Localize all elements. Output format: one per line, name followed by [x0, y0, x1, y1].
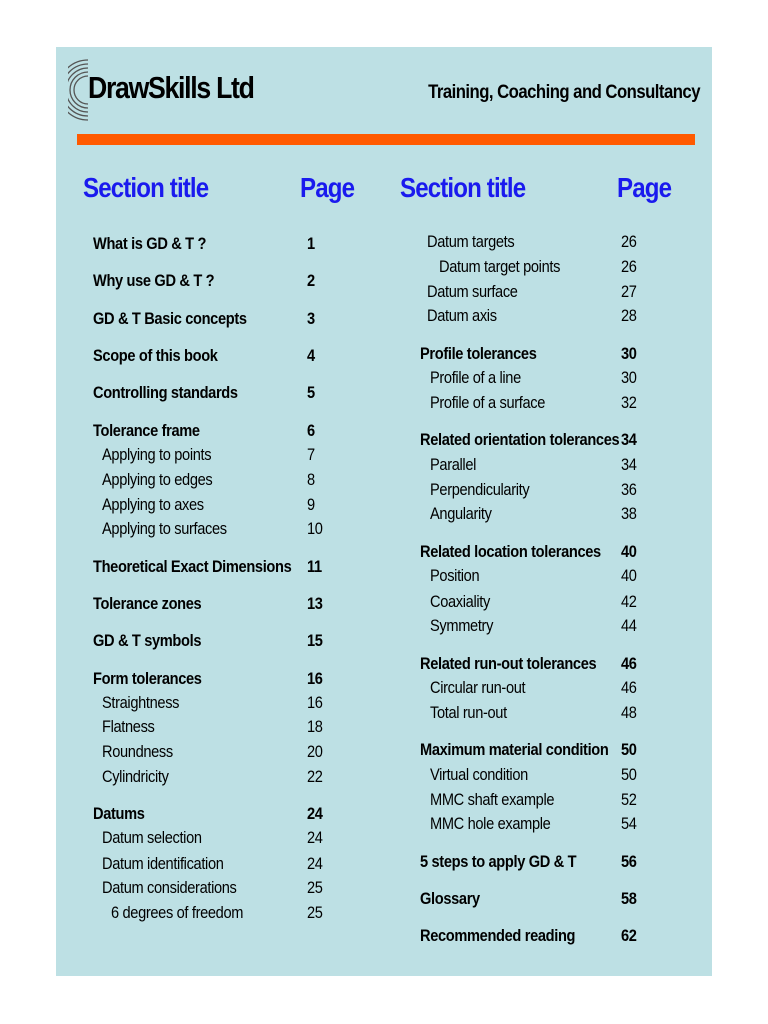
toc-entry-title: Datum selection	[102, 828, 202, 847]
toc-entry-page: 25	[307, 878, 323, 897]
toc-entry-title: Related orientation tolerances	[420, 430, 620, 449]
toc-entry-page: 30	[621, 368, 637, 387]
section-title-heading-left: Section title	[83, 172, 209, 203]
toc-entry-page: 7	[307, 445, 315, 464]
toc-entry-page: 46	[621, 654, 637, 673]
toc-entry-page: 34	[621, 430, 637, 449]
toc-entry-title: Datum surface	[427, 282, 518, 301]
toc-entry-title: Coaxiality	[430, 592, 490, 611]
toc-entry-page: 6	[307, 421, 315, 440]
toc-entry-page: 38	[621, 504, 637, 523]
toc-entry-title: Perpendicularity	[430, 480, 530, 499]
toc-entry-page: 27	[621, 282, 637, 301]
toc-entry-page: 22	[307, 767, 323, 786]
toc-entry-title: 5 steps to apply GD & T	[420, 852, 577, 871]
toc-entry-title: Datum targets	[427, 232, 515, 251]
toc-entry-page: 28	[621, 306, 637, 325]
toc-entry-title: Datum identification	[102, 854, 224, 873]
toc-entry-title: Virtual condition	[430, 765, 528, 784]
toc-entry-page: 46	[621, 678, 637, 697]
toc-entry-title: Applying to points	[102, 445, 212, 464]
toc-entry-page: 20	[307, 742, 323, 761]
toc-entry-page: 11	[307, 557, 322, 576]
section-title-heading-right: Section title	[400, 172, 526, 203]
toc-entry-page: 58	[621, 889, 637, 908]
toc-entry-title: Maximum material condition	[420, 740, 609, 759]
toc-entry-page: 15	[307, 631, 323, 650]
toc-entry-title: Tolerance frame	[93, 421, 200, 440]
toc-entry-title: GD & T Basic concepts	[93, 309, 247, 328]
toc-entry-title: 6 degrees of freedom	[111, 903, 244, 922]
toc-entry-page: 10	[307, 519, 323, 538]
toc-entry-page: 56	[621, 852, 637, 871]
toc-entry-title: MMC hole example	[430, 814, 551, 833]
toc-entry-title: Applying to edges	[102, 470, 213, 489]
toc-entry-page: 52	[621, 790, 637, 809]
toc-entry-page: 50	[621, 765, 637, 784]
toc-entry-page: 44	[621, 616, 637, 635]
toc-entry-title: Related location tolerances	[420, 542, 601, 561]
toc-entry-title: Symmetry	[430, 616, 494, 635]
toc-entry-title: Scope of this book	[93, 346, 218, 365]
toc-entry-page: 50	[621, 740, 637, 759]
toc-entry-page: 36	[621, 480, 637, 499]
toc-entry-page: 26	[621, 232, 637, 251]
toc-entry-page: 62	[621, 926, 637, 945]
toc-entry-title: Form tolerances	[93, 669, 202, 688]
toc-entry-title: Applying to axes	[102, 495, 204, 514]
toc-entry-page: 54	[621, 814, 637, 833]
toc-entry-title: Circular run-out	[430, 678, 526, 697]
toc-entry-title: Recommended reading	[420, 926, 576, 945]
toc-entry-title: What is GD & T ?	[93, 234, 207, 253]
toc-entry-title: Datum target points	[439, 257, 561, 276]
toc-entry-page: 25	[307, 903, 323, 922]
toc-entry-title: Total run-out	[430, 703, 507, 722]
accent-rule	[77, 134, 695, 145]
toc-entry-page: 18	[307, 717, 323, 736]
toc-entry-page: 40	[621, 542, 637, 561]
toc-entry-title: Straightness	[102, 693, 180, 712]
logo-text: DrawSkills Ltd	[88, 70, 254, 105]
toc-entry-title: Roundness	[102, 742, 173, 761]
toc-entry-page: 9	[307, 495, 315, 514]
toc-entry-title: Controlling standards	[93, 383, 238, 402]
toc-entry-page: 13	[307, 594, 323, 613]
toc-entry-page: 24	[307, 854, 323, 873]
toc-entry-title: Cylindricity	[102, 767, 169, 786]
toc-entry-page: 34	[621, 455, 637, 474]
toc-entry-title: Profile of a line	[430, 368, 521, 387]
toc-entry-page: 42	[621, 592, 637, 611]
toc-entry-page: 3	[307, 309, 315, 328]
toc-entry-title: Datum considerations	[102, 878, 237, 897]
toc-entry-title: Applying to surfaces	[102, 519, 227, 538]
toc-entry-title: GD & T symbols	[93, 631, 202, 650]
toc-entry-title: Flatness	[102, 717, 155, 736]
toc-entry-page: 2	[307, 271, 315, 290]
toc-entry-page: 40	[621, 566, 637, 585]
toc-entry-title: Theoretical Exact Dimensions	[93, 557, 292, 576]
toc-entry-title: Glossary	[420, 889, 480, 908]
toc-entry-title: Profile of a surface	[430, 393, 546, 412]
page-heading-right: Page	[617, 172, 672, 203]
toc-entry-page: 4	[307, 346, 315, 365]
toc-entry-page: 26	[621, 257, 637, 276]
toc-entry-title: Why use GD & T ?	[93, 271, 215, 290]
toc-entry-page: 30	[621, 344, 637, 363]
toc-entry-title: Parallel	[430, 455, 477, 474]
toc-entry-page: 1	[307, 234, 315, 253]
toc-entry-page: 8	[307, 470, 315, 489]
tagline: Training, Coaching and Consultancy	[428, 82, 700, 103]
toc-entry-title: Position	[430, 566, 480, 585]
toc-entry-page: 24	[307, 804, 323, 823]
toc-entry-page: 24	[307, 828, 323, 847]
toc-entry-page: 32	[621, 393, 637, 412]
toc-entry-title: Angularity	[430, 504, 492, 523]
toc-entry-page: 5	[307, 383, 315, 402]
toc-entry-title: Profile tolerances	[420, 344, 537, 363]
toc-entry-page: 16	[307, 669, 323, 688]
toc-entry-title: Related run-out tolerances	[420, 654, 597, 673]
toc-entry-title: Tolerance zones	[93, 594, 202, 613]
page-heading-left: Page	[300, 172, 355, 203]
toc-entry-page: 16	[307, 693, 323, 712]
toc-entry-title: MMC shaft example	[430, 790, 555, 809]
toc-entry-title: Datum axis	[427, 306, 497, 325]
toc-entry-page: 48	[621, 703, 637, 722]
toc-entry-title: Datums	[93, 804, 145, 823]
